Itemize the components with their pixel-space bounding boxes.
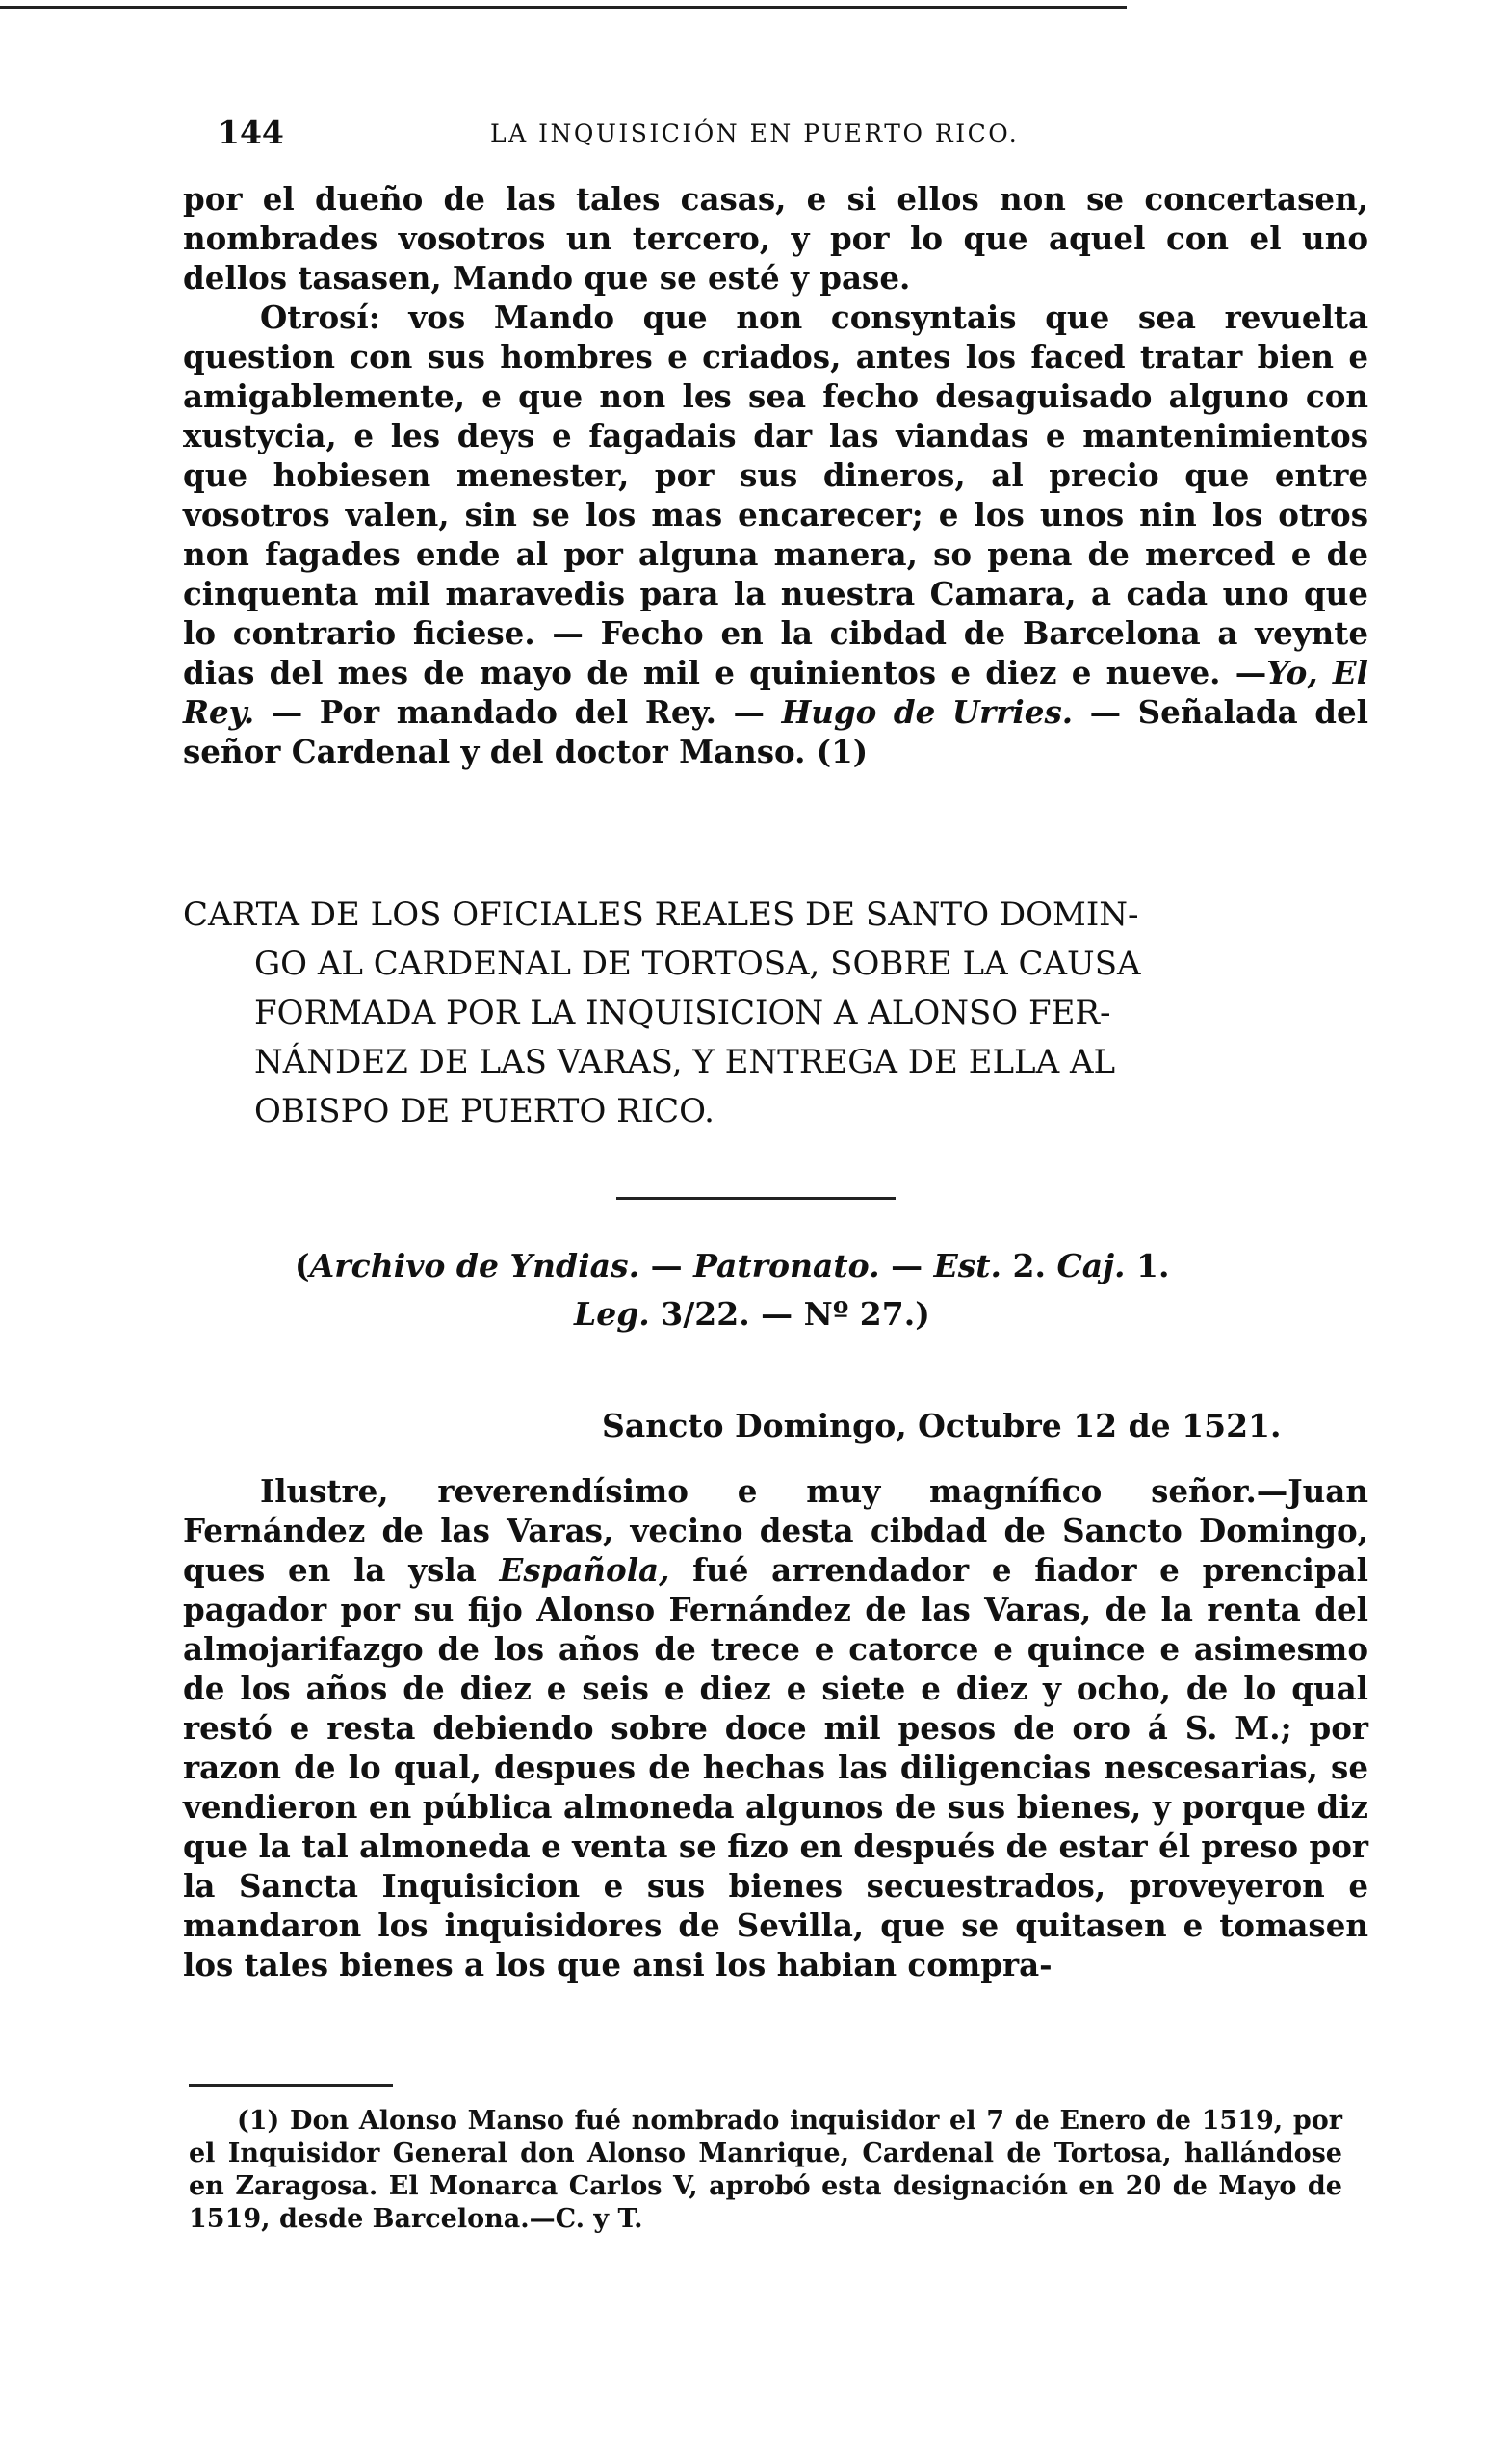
heading-line-2: GO AL CARDENAL DE TORTOSA, SOBRE LA CAUSA <box>254 945 1141 983</box>
decree-signer: Yo, El Rey. <box>183 654 1368 731</box>
archive-source: Archivo de Yndias. <box>309 1247 640 1284</box>
running-head: LA INQUISICIÓN EN PUERTO RICO. <box>490 119 1020 147</box>
decree-secretary: Hugo de Urries. <box>781 693 1074 731</box>
paragraph-decree <box>183 298 1368 771</box>
heading-line-5: OBISPO DE PUERTO RICO. <box>254 1092 715 1130</box>
archive-leg: Leg. <box>574 1295 650 1333</box>
decree-main-text: Otrosí: vos Mando que non consyntais que sea revuelta question con sus hombres e criados, antes los faced tratar bien e amigablemente, e que non les sea fecho desaguisado alguno con xustycia, e les deys e fagadais dar las viandas e mantenimientos que hobiesen menester, por sus dineros, al precio que entre vosotros valen, sin se los mas encarecer; e los unos nin los otros non fagades ende al por alguna manera, so pena de merced e de cinquenta mil maravedis para la nuestra Camara, a cada uno que lo contrario ficiese. — Fecho en la cibdad de Barcelona a veynte dias del mes de mayo de mil e quinientos e diez e nueve. — <box>183 298 1368 691</box>
archive-leg-value: 3/22. — Nº 27.) <box>649 1295 930 1333</box>
page-header <box>218 114 1354 162</box>
paragraph-continuation <box>183 179 1368 298</box>
heading-line-3: FORMADA POR LA INQUISICION A ALONSO FER- <box>254 994 1111 1032</box>
archive-est: Est. <box>933 1247 1002 1284</box>
decree-mid-text: — Por mandado del Rey. — <box>254 693 782 731</box>
letter-part-1: Ilustre, reverendísimo e muy magnífico señor.—Juan Fernández de las Varas, vecino desta cibdad de Sancto Domingo, ques en la ysla <box>183 1472 1368 1589</box>
archive-sep-2: — <box>879 1247 934 1284</box>
letter-part-2: fué arrendador e fiador e prencipal pagador por su fijo Alonso Fernández de las Varas, de la renta del almojarifazgo de los años de trece e catorce e quince e asimesmo de los años de diez e seis e diez e siete e diez y ocho, de lo qual restó e resta debiendo sobre doce mil pesos de oro á S. M.; por razon de lo qual, despues de hechas las diligencias nescesarias, se vendieron en pública almoneda algunos de sus bienes, y porque diz que la tal almoneda e venta se fizo en después de estar él preso por la Sancta Inquisicion e sus bienes secuestrados, proveyeron e mandaron los inquisidores de Sevilla, que se quitasen e tomasen los tales bienes a los que ansi los habian compra- <box>183 1551 1368 1984</box>
archive-open-paren: ( <box>295 1247 310 1284</box>
footnote-divider <box>189 2084 393 2087</box>
heading-line-1: CARTA DE LOS OFICIALES REALES DE SANTO DOMIN- <box>183 895 1139 934</box>
archive-line-2 <box>295 1290 1170 1338</box>
top-edge-rule <box>0 6 1127 9</box>
decree-tail-text: — Señalada del señor Cardenal y del doctor Manso. (1) <box>183 693 1369 770</box>
document-heading <box>183 891 1368 1136</box>
archive-line-1 <box>295 1247 1170 1284</box>
archive-sep-1: — <box>639 1247 694 1284</box>
archive-caj: Caj. <box>1056 1247 1126 1284</box>
letter-body <box>183 1471 1368 1984</box>
archive-est-value: 2. <box>1001 1247 1057 1284</box>
page-number: 144 <box>218 114 284 151</box>
footnote: (1) Don Alonso Manso fué nombrado inquisidor el 7 de Enero de 1519, por el Inquisidor General don Alonso Manrique, Cardenal de Tortosa, hallándose en Zaragosa. El Monarca Carlos V, aprobó esta designación en 20 de Mayo de 1519, desde Barcelona.—C. y T. <box>189 2106 1342 2234</box>
paragraph-1-text: por el dueño de las tales casas, e si ellos non se concertasen, nombrades vosotros un tercero, y por lo que aquel con el uno dellos tasasen, Mando que se esté y pase. <box>183 180 1368 297</box>
archive-collection: Patronato. <box>693 1247 880 1284</box>
section-divider <box>616 1197 896 1200</box>
heading-line-4: NÁNDEZ DE LAS VARAS, Y ENTREGA DE ELLA AL <box>254 1043 1116 1081</box>
archive-reference <box>295 1242 1170 1338</box>
letter-island: Española, <box>499 1551 670 1589</box>
paragraph-2-text <box>183 298 1368 771</box>
archive-caj-value: 1. <box>1125 1247 1170 1284</box>
letter-text <box>183 1471 1368 1984</box>
dateline: Sancto Domingo, Octubre 12 de 1521. <box>602 1407 1282 1444</box>
